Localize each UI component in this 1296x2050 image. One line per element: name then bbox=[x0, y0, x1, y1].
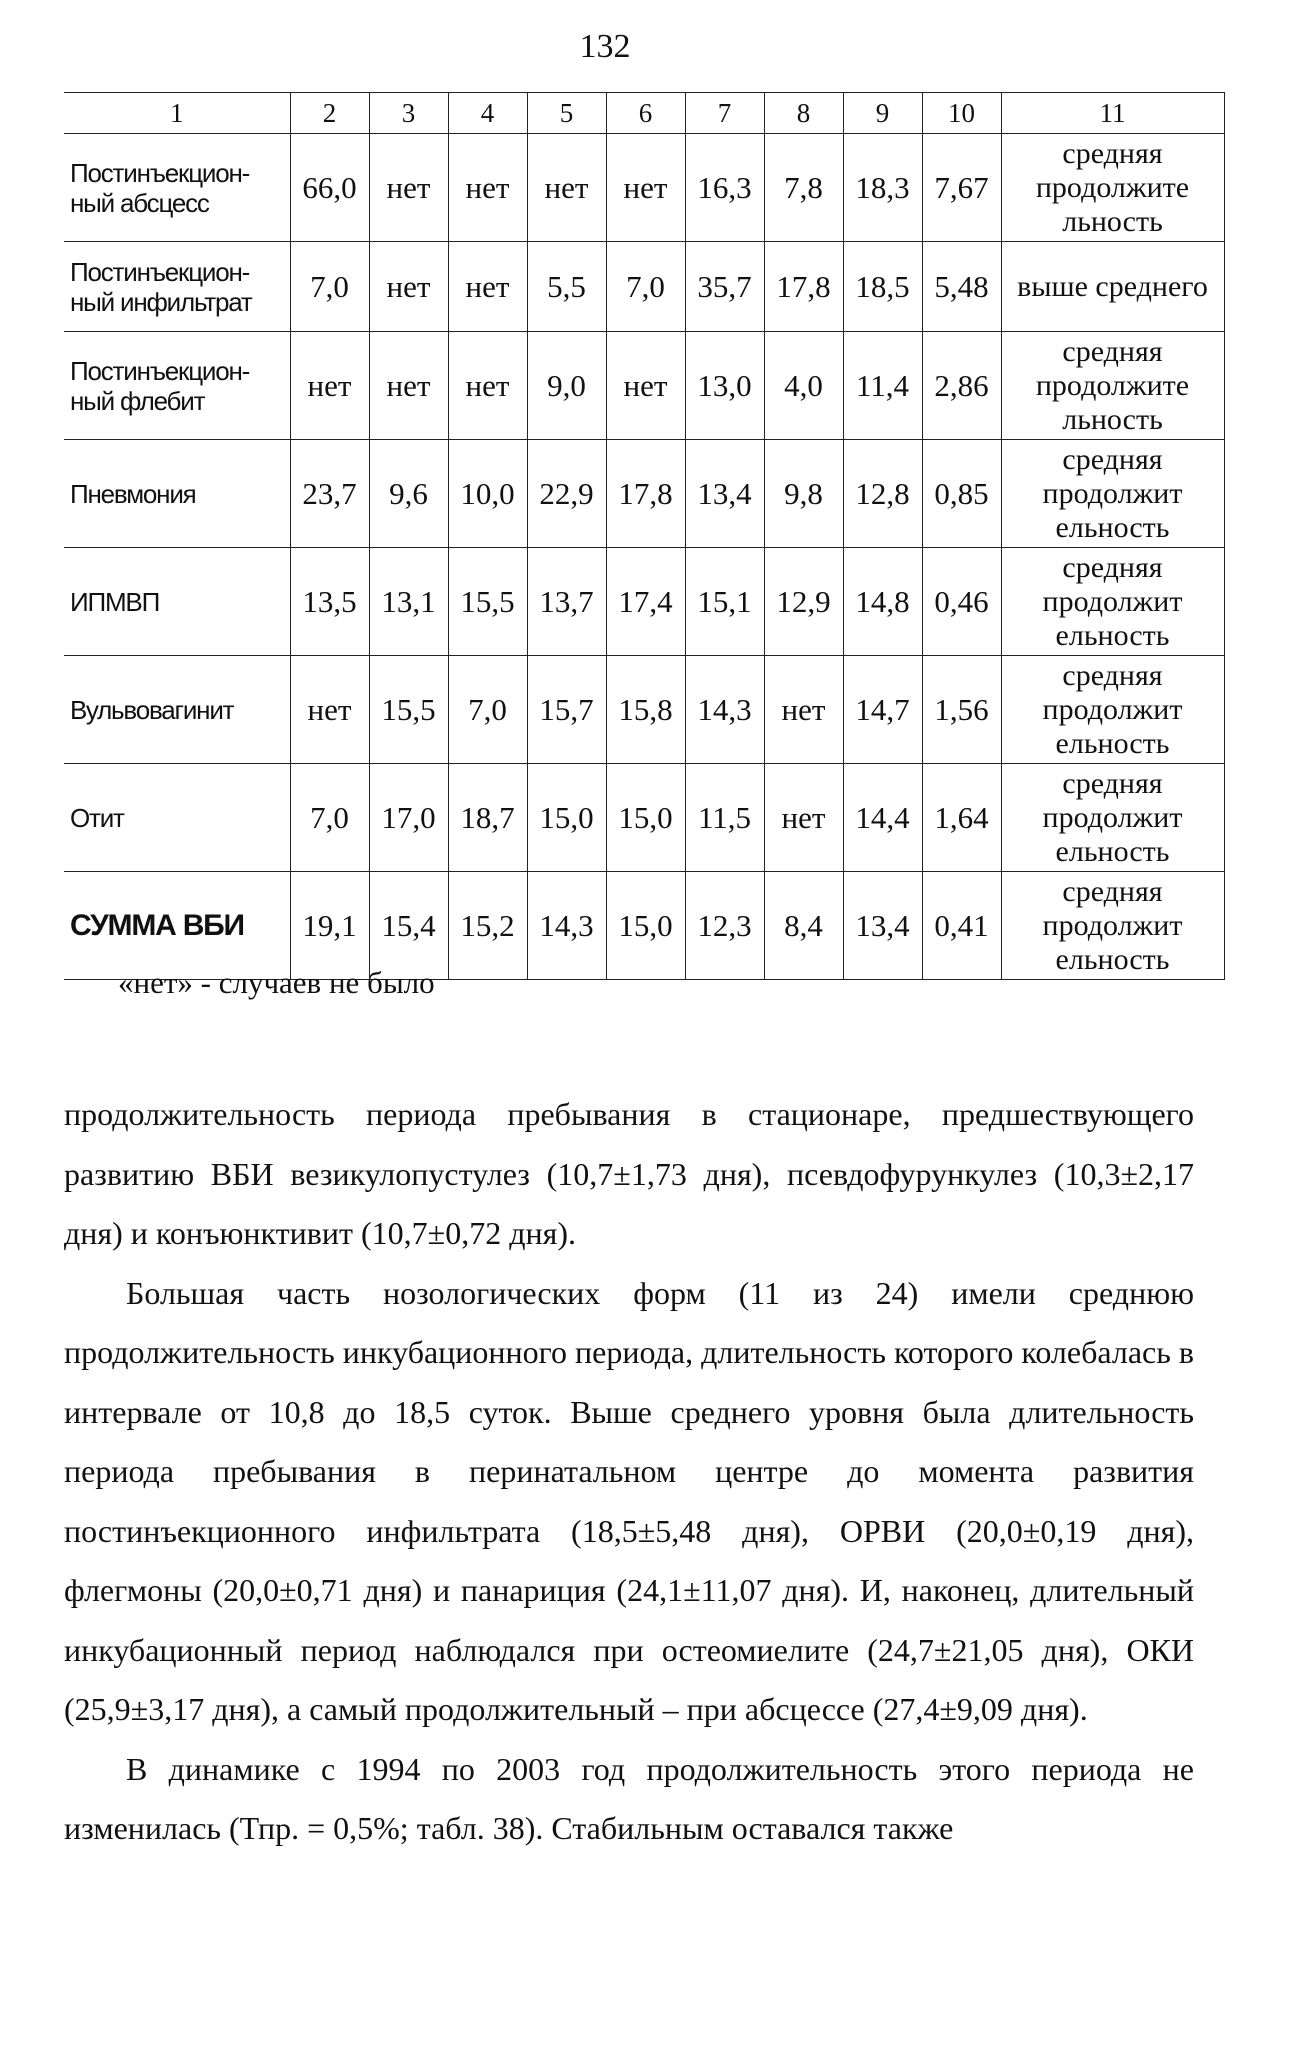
value-cell: 7,0 bbox=[290, 764, 369, 872]
value-cell: 9,8 bbox=[764, 440, 843, 548]
value-cell: 12,9 bbox=[764, 548, 843, 656]
table-row bbox=[64, 548, 1224, 656]
paragraph: В динамике с 1994 по 2003 год продолжительность этого периода не изменилась (Тпр. = 0,5%; табл. 38). Стабильным оставался также bbox=[64, 1750, 1194, 1846]
value-cell: 23,7 bbox=[290, 440, 369, 548]
table-row bbox=[64, 242, 1224, 332]
header-cell: 10 bbox=[922, 93, 1001, 134]
value-cell: нет bbox=[448, 134, 527, 242]
row-name-cell: Отит bbox=[64, 764, 290, 872]
value-cell: 7,8 bbox=[764, 134, 843, 242]
table-row bbox=[64, 440, 1224, 548]
value-cell: 2,86 bbox=[922, 332, 1001, 440]
value-cell: 13,0 bbox=[685, 332, 764, 440]
value-cell: 12,8 bbox=[843, 440, 922, 548]
value-cell: 13,4 bbox=[685, 440, 764, 548]
value-cell: 7,67 bbox=[922, 134, 1001, 242]
value-cell: 15,1 bbox=[685, 548, 764, 656]
table-row bbox=[64, 134, 1224, 242]
value-cell: 14,8 bbox=[843, 548, 922, 656]
value-cell: 18,5 bbox=[843, 242, 922, 332]
value-cell: 0,41 bbox=[922, 872, 1001, 980]
table-row bbox=[64, 332, 1224, 440]
value-cell: 18,7 bbox=[448, 764, 527, 872]
value-cell: 18,3 bbox=[843, 134, 922, 242]
row-name-cell: Пневмония bbox=[64, 440, 290, 548]
value-cell: 7,0 bbox=[290, 242, 369, 332]
header-cell: 11 bbox=[1001, 93, 1224, 134]
value-cell: 19,1 bbox=[290, 872, 369, 980]
value-cell: нет bbox=[764, 656, 843, 764]
header-cell: 3 bbox=[369, 93, 448, 134]
value-cell: 7,0 bbox=[606, 242, 685, 332]
value-cell: нет bbox=[369, 242, 448, 332]
value-cell: нет bbox=[369, 134, 448, 242]
data-table bbox=[64, 92, 1225, 980]
value-cell: нет bbox=[290, 656, 369, 764]
row-note-cell: выше среднего bbox=[1001, 242, 1224, 332]
row-name-cell: Постинъекцион- ный абсцесс bbox=[64, 134, 290, 242]
value-cell: нет bbox=[448, 242, 527, 332]
value-cell: 14,3 bbox=[527, 872, 606, 980]
value-cell: 15,7 bbox=[527, 656, 606, 764]
value-cell: нет bbox=[369, 332, 448, 440]
value-cell: 9,6 bbox=[369, 440, 448, 548]
header-cell: 7 bbox=[685, 93, 764, 134]
value-cell: 7,0 bbox=[448, 656, 527, 764]
table-row bbox=[64, 872, 1224, 980]
value-cell: нет bbox=[606, 332, 685, 440]
value-cell: 17,0 bbox=[369, 764, 448, 872]
page-number: 132 bbox=[579, 28, 631, 65]
value-cell: нет bbox=[527, 134, 606, 242]
row-note-cell: средняя продолжите льность bbox=[1001, 332, 1224, 440]
body-text bbox=[64, 1085, 1194, 1859]
value-cell: 15,0 bbox=[606, 764, 685, 872]
value-cell: 11,5 bbox=[685, 764, 764, 872]
value-cell: 15,0 bbox=[527, 764, 606, 872]
value-cell: 15,5 bbox=[369, 656, 448, 764]
header-cell: 1 bbox=[64, 93, 290, 134]
header-cell: 9 bbox=[843, 93, 922, 134]
table-footnote: «нет» - случаев не было bbox=[118, 965, 435, 1000]
value-cell: 22,9 bbox=[527, 440, 606, 548]
value-cell: нет bbox=[448, 332, 527, 440]
table-header-row bbox=[64, 93, 1224, 134]
value-cell: 17,4 bbox=[606, 548, 685, 656]
row-name-cell: СУММА ВБИ bbox=[64, 872, 290, 980]
value-cell: 14,3 bbox=[685, 656, 764, 764]
value-cell: 15,8 bbox=[606, 656, 685, 764]
row-name-cell: Постинъекцион- ный инфильтрат bbox=[64, 242, 290, 332]
paragraph: Большая часть нозологических форм (11 из 24) имели среднюю продолжительность инкубационного периода, длительность которого колебалась в интервале от 10,8 до 18,5 суток. Выше среднего уровня была длительность периода пребывания в перинатальном центре до момента развития постинъекционного инфильтрата (18,5±5,48 дня), ОРВИ (20,0±0,19 дня), флегмоны (20,0±0,71 дня) и панариция (24,1±11,07 дня). И, наконец, длительный инкубационный период наблюдался при остеомиелите (24,7±21,05 дня), ОКИ (25,9±3,17 дня), а самый продолжительный – при абсцессе (27,4±9,09 дня). bbox=[64, 1274, 1194, 1727]
value-cell: 17,8 bbox=[764, 242, 843, 332]
value-cell: 1,64 bbox=[922, 764, 1001, 872]
value-cell: 17,8 bbox=[606, 440, 685, 548]
value-cell: нет bbox=[764, 764, 843, 872]
table-row bbox=[64, 656, 1224, 764]
value-cell: 15,5 bbox=[448, 548, 527, 656]
row-name-cell: ИПМВП bbox=[64, 548, 290, 656]
row-note-cell: средняя продолжит ельность bbox=[1001, 764, 1224, 872]
value-cell: 4,0 bbox=[764, 332, 843, 440]
row-note-cell: средняя продолжит ельность bbox=[1001, 440, 1224, 548]
row-note-cell: средняя продолжите льность bbox=[1001, 134, 1224, 242]
value-cell: 11,4 bbox=[843, 332, 922, 440]
value-cell: 15,4 bbox=[369, 872, 448, 980]
value-cell: 5,48 bbox=[922, 242, 1001, 332]
row-note-cell: средняя продолжит ельность bbox=[1001, 548, 1224, 656]
header-cell: 4 bbox=[448, 93, 527, 134]
header-cell: 6 bbox=[606, 93, 685, 134]
value-cell: 15,0 bbox=[606, 872, 685, 980]
value-cell: 0,85 bbox=[922, 440, 1001, 548]
value-cell: 0,46 bbox=[922, 548, 1001, 656]
value-cell: 16,3 bbox=[685, 134, 764, 242]
value-cell: 8,4 bbox=[764, 872, 843, 980]
paragraph: продолжительность периода пребывания в стационаре, предшествующего развитию ВБИ везикулопустулез (10,7±1,73 дня), псевдофурункулез (10,3±2,17 дня) и конъюнктивит (10,7±0,72 дня). bbox=[64, 1096, 1194, 1251]
value-cell: 13,7 bbox=[527, 548, 606, 656]
value-cell: 9,0 bbox=[527, 332, 606, 440]
value-cell: 13,4 bbox=[843, 872, 922, 980]
value-cell: 12,3 bbox=[685, 872, 764, 980]
value-cell: 14,4 bbox=[843, 764, 922, 872]
row-name-cell: Вульвовагинит bbox=[64, 656, 290, 764]
value-cell: 35,7 bbox=[685, 242, 764, 332]
value-cell: 15,2 bbox=[448, 872, 527, 980]
value-cell: 14,7 bbox=[843, 656, 922, 764]
value-cell: 13,5 bbox=[290, 548, 369, 656]
value-cell: нет bbox=[290, 332, 369, 440]
header-cell: 8 bbox=[764, 93, 843, 134]
value-cell: 5,5 bbox=[527, 242, 606, 332]
value-cell: нет bbox=[606, 134, 685, 242]
value-cell: 13,1 bbox=[369, 548, 448, 656]
row-note-cell: средняя продолжит ельность bbox=[1001, 872, 1224, 980]
table-row bbox=[64, 764, 1224, 872]
value-cell: 1,56 bbox=[922, 656, 1001, 764]
value-cell: 66,0 bbox=[290, 134, 369, 242]
value-cell: 10,0 bbox=[448, 440, 527, 548]
row-name-cell: Постинъекцион- ный флебит bbox=[64, 332, 290, 440]
row-note-cell: средняя продолжит ельность bbox=[1001, 656, 1224, 764]
header-cell: 2 bbox=[290, 93, 369, 134]
header-cell: 5 bbox=[527, 93, 606, 134]
